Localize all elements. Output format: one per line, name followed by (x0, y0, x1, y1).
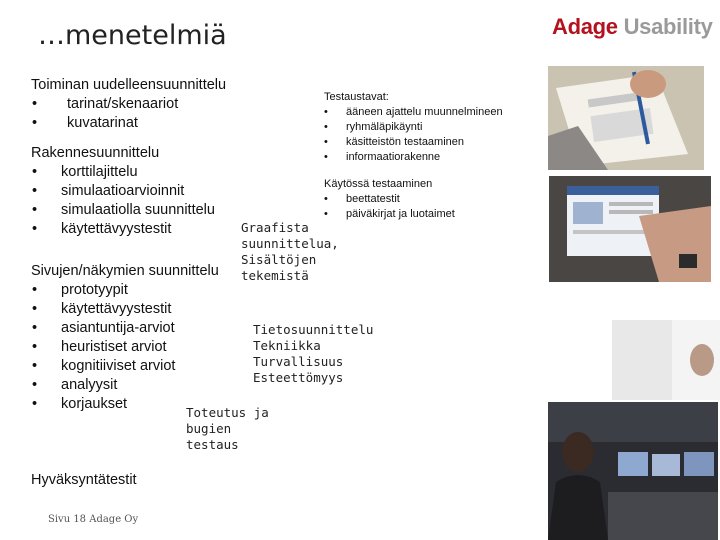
list-item: • analyysit (31, 376, 219, 395)
list-item: • beettatestit (324, 192, 455, 207)
testaustavat-list (324, 105, 503, 165)
section-list (31, 95, 226, 133)
list-item: • asiantuntija-arviot (31, 319, 219, 338)
adage-usability-logo (552, 14, 713, 40)
list-item: • informaatiorakenne (324, 150, 503, 165)
note-graafista-suunnittelua: Graafista suunnittelua, Sisältöjen tekemistä (241, 220, 339, 283)
list-item: • ääneen ajattelu muunnelmineen (324, 105, 503, 120)
note-toteutus: Toteutus ja bugien testaus (186, 405, 269, 452)
section-heading: Sivujen/näkymien suunnittelu (31, 263, 219, 279)
list-item: • simulaatiolla suunnittelu (31, 201, 215, 220)
kaytossa-heading: Käytössä testaaminen (324, 178, 433, 190)
section-rakennesuunnittelu (31, 144, 215, 239)
list-item: • heuristiset arviot (31, 338, 219, 357)
hyvaksyntatestit: Hyväksyntätestit (31, 472, 137, 488)
list-item: • tarinat/skenaariot (31, 95, 226, 114)
photo-usability-lab (548, 402, 718, 540)
list-item: • ryhmäläpikäynti (324, 120, 503, 135)
photo-person-background (612, 320, 720, 400)
list-item: • käytettävyystestit (31, 300, 219, 319)
list-item: • käytettävyystestit (31, 220, 215, 239)
photo-screen-pointing (549, 176, 711, 282)
testaustavat (324, 90, 503, 165)
list-item: • simulaatioarvioinnit (31, 182, 215, 201)
section-toiminnan-uudelleensuunnittelu (31, 76, 226, 133)
section-list (31, 163, 215, 239)
logo-usability: Usability (623, 14, 713, 39)
section-sivujen-nakymien-suunnittelu (31, 262, 219, 414)
list-item: • käsitteistön testaaminen (324, 135, 503, 150)
list-item: • kognitiiviset arviot (31, 357, 219, 376)
page-footer: Sivu 18 Adage Oy (48, 514, 139, 525)
section-list (31, 281, 219, 414)
section-heading: Toiminan uudelleensuunnittelu (31, 77, 227, 93)
photo-sketching-paper (548, 66, 704, 170)
list-item: • prototyypit (31, 281, 219, 300)
page-title: …menetelmiä (38, 20, 227, 51)
kaytossa-list (324, 192, 455, 222)
list-item: • korttilajittelu (31, 163, 215, 182)
logo-adage: Adage (552, 14, 618, 39)
list-item: • päiväkirjat ja luotaimet (324, 207, 455, 222)
note-tietosuunnittelu: Tietosuunnittelu Tekniikka Turvallisuus Esteettömyys (253, 322, 374, 385)
list-item: • korjaukset (31, 395, 219, 414)
list-item: • kuvatarinat (31, 114, 226, 133)
section-heading: Rakennesuunnittelu (31, 145, 160, 161)
kaytossa-testaaminen (324, 177, 455, 222)
testaustavat-heading: Testaustavat: (324, 91, 389, 103)
